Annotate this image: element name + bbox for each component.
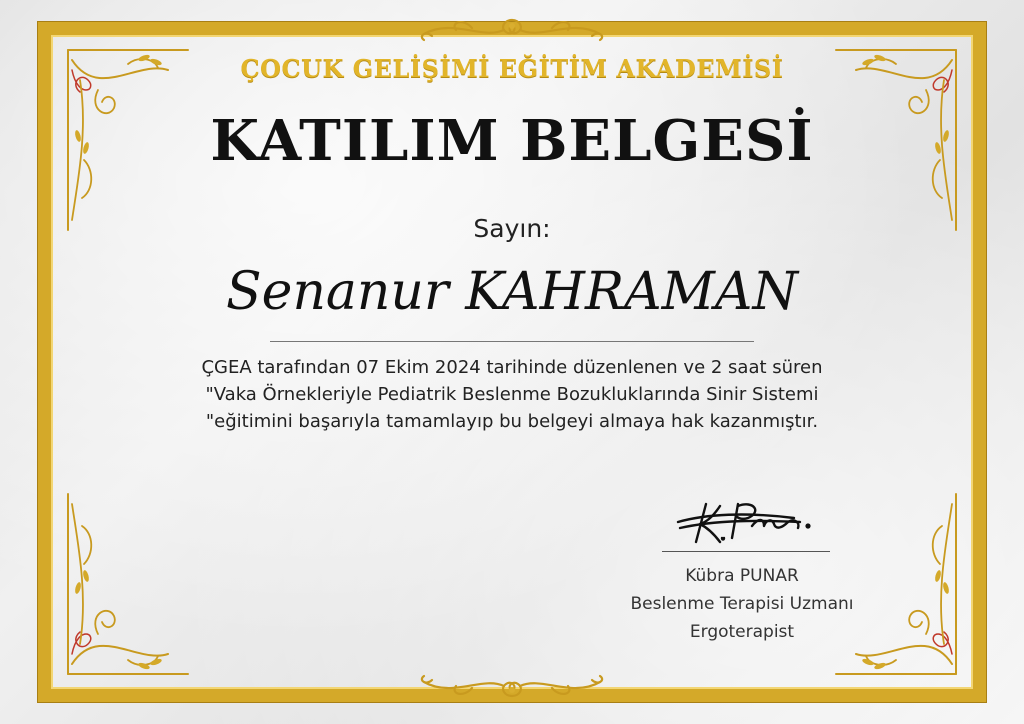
flourish-corner-icon-bottom-left xyxy=(58,484,198,684)
certificate-title: KATILIM BELGESİ xyxy=(210,108,814,174)
signatory-name: Kübra PUNAR xyxy=(685,566,799,586)
body-line: "eğitimini başarıyla tamamlayıp bu belgeyi almaya hak kazanmıştır. xyxy=(205,411,819,432)
signature-line xyxy=(662,551,830,552)
academy-name: ÇOCUK GELİŞİMİ EĞİTİM AKADEMİSİ xyxy=(240,54,784,83)
recipient-underline xyxy=(270,341,754,342)
signature-image xyxy=(676,492,826,550)
top-scroll-ornament-icon xyxy=(412,14,612,48)
signatory-block xyxy=(572,562,912,646)
recipient-name: Senanur KAHRAMAN xyxy=(226,262,798,322)
signatory-title: Beslenme Terapisi Uzmanı xyxy=(630,594,854,614)
signatory-title: Ergoterapist xyxy=(689,622,795,642)
bottom-scroll-ornament-icon xyxy=(412,668,612,702)
salutation: Sayın: xyxy=(473,214,551,243)
certificate-body xyxy=(100,354,924,435)
body-line: "Vaka Örnekleriyle Pediatrik Beslenme Bozukluklarında Sinir Sistemi xyxy=(205,384,819,405)
body-line: ÇGEA tarafından 07 Ekim 2024 tarihinde düzenlenen ve 2 saat süren xyxy=(201,357,823,378)
